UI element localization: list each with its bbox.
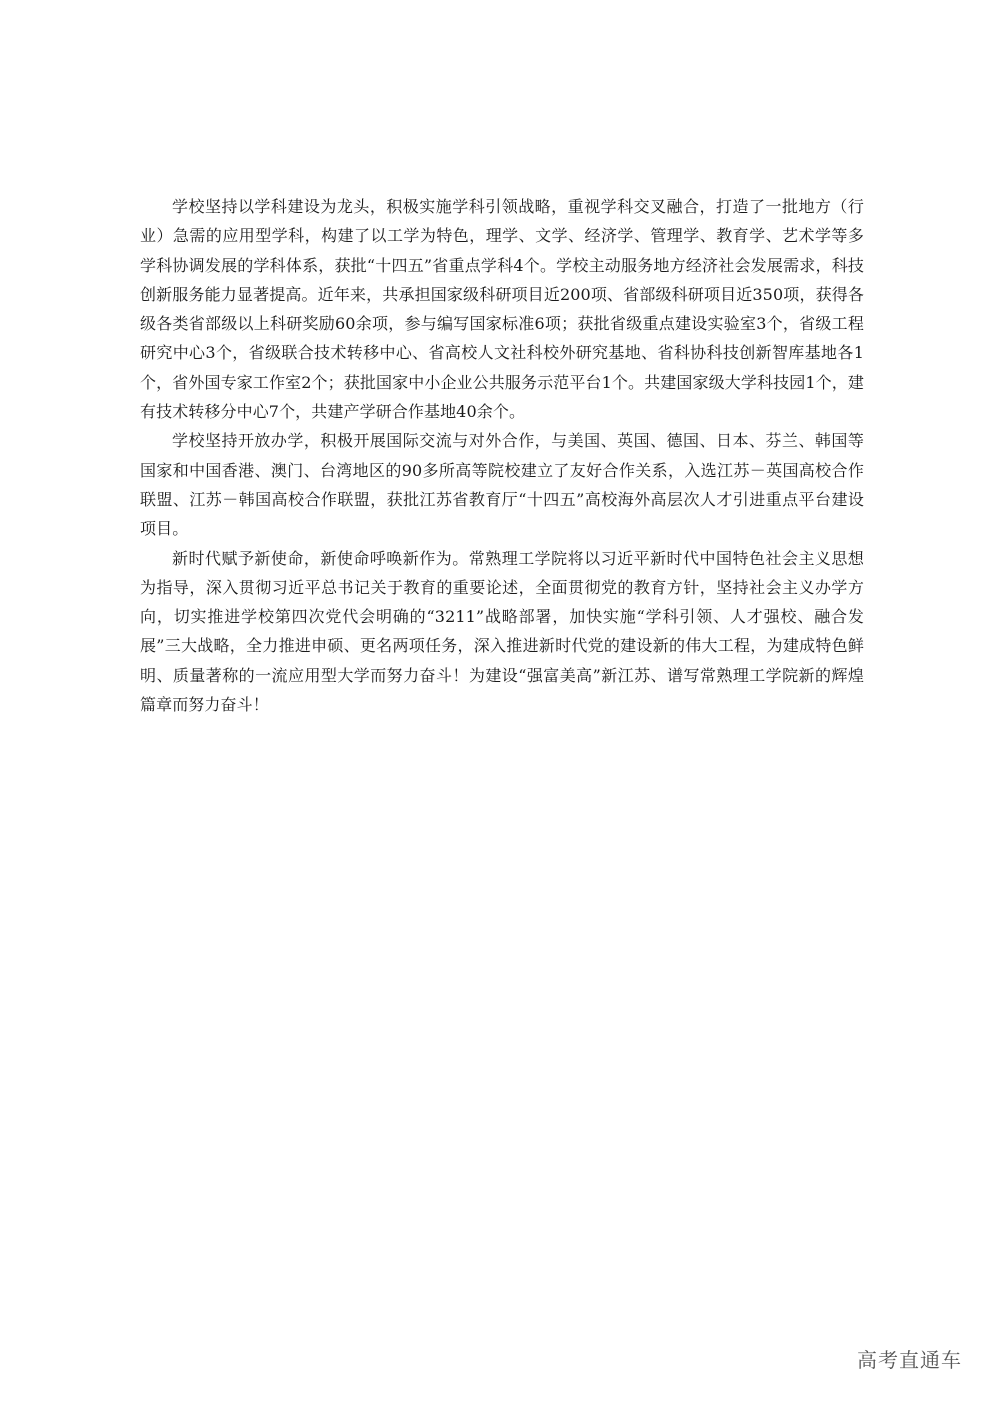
paragraph-research: 学校坚持以学科建设为龙头，积极实施学科引领战略，重视学科交叉融合，打造了一批地方（行业）急需的应用型学科，构建了以工学为特色，理学、文学、经济学、管理学、教育学、艺术学等多学科协调发展的学科体系，获批“十四五”省重点学科4个。学校主动服务地方经济社会发展需求，科技创新服务能力显著提高。近年来，共承担国家级科研项目近200项、省部级科研项目近350项，获得各级各类省部级以上科研奖励60余项，参与编写国家标准6项；获批省级重点建设实验室3个，省级工程研究中心3个，省级联合技术转移中心、省高校人文社科校外研究基地、省科协科技创新智库基地各1个，省外国专家工作室2个；获批国家中小企业公共服务示范平台1个。共建国家级大学科技园1个，建有技术转移分中心7个，共建产学研合作基地40余个。 (140, 197, 864, 422)
document-body (140, 192, 864, 719)
paragraph-international: 学校坚持开放办学，积极开展国际交流与对外合作，与美国、英国、德国、日本、芬兰、韩国等国家和中国香港、澳门、台湾地区的90多所高等院校建立了友好合作关系，入选江苏－英国高校合作联盟、江苏－韩国高校合作联盟，获批江苏省教育厅“十四五”高校海外高层次人才引进重点平台建设项目。 (140, 431, 864, 539)
paragraph-mission: 新时代赋予新使命，新使命呼唤新作为。常熟理工学院将以习近平新时代中国特色社会主义思想为指导，深入贯彻习近平总书记关于教育的重要论述，全面贯彻党的教育方针，坚持社会主义办学方向，切实推进学校第四次党代会明确的“3211”战略部署，加快实施“学科引领、人才强校、融合发展”三大战略，全力推进申硕、更名两项任务，深入推进新时代党的建设新的伟大工程，为建成特色鲜明、质量著称的一流应用型大学而努力奋斗！为建设“强富美高”新江苏、谱写常熟理工学院新的辉煌篇章而努力奋斗！ (140, 548, 864, 715)
watermark-text: 高考直通车 (857, 1348, 962, 1372)
